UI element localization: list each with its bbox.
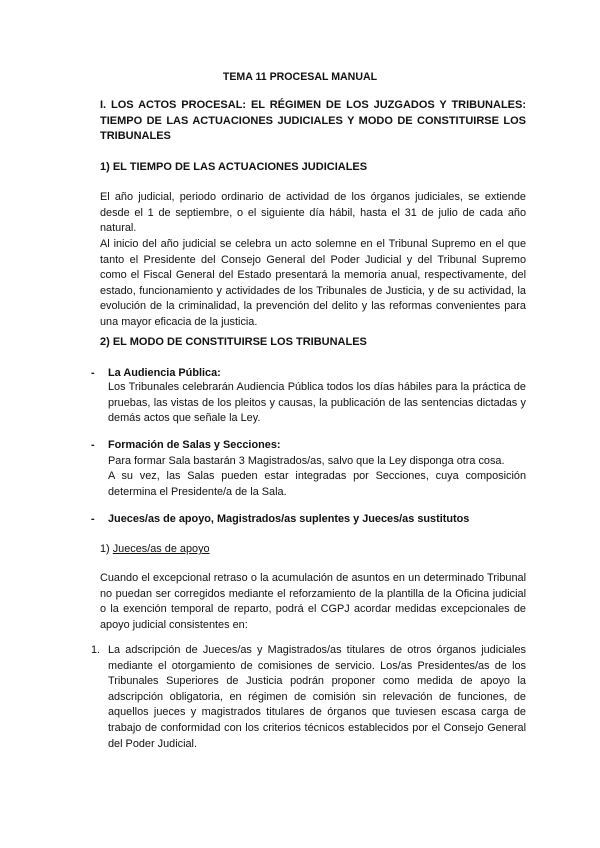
numbered-marker: 1. [91,644,101,656]
subsection-number: 1) [100,543,110,555]
subsection-heading [100,542,210,558]
bullet-title: La Audiencia Pública: [108,367,221,379]
bullet-marker: - [91,513,95,525]
section1-paragraph-1: El año judicial, periodo ordinario de actividad de los órganos judiciales, se extiende desde el 1 de septiembre, o el siguiente día hábil, hasta el 31 de julio de cada año natural. [100,191,526,235]
bullet-title: Jueces/as de apoyo, Magistrados/as suplentes y Jueces/as sustitutos [108,513,470,525]
bullet-text: Para formar Sala bastarán 3 Magistrados/as, salvo que la Ley disponga otra cosa. [108,455,505,467]
bullet-title: Formación de Salas y Secciones: [108,439,281,451]
bullet-text: A su vez, las Salas pueden estar integradas por Secciones, cuya composición determina el Presidente/a de la Sala. [108,470,526,498]
subsection-title: Jueces/as de apoyo [112,543,210,555]
bullet-text: Los Tribunales celebrarán Audiencia Pública todos los días hábiles para la práctica de pruebas, las vistas de los pleitos y causas, la publicación de las sentencias dictadas y demás actos que señale la Ley. [108,381,526,425]
section1-heading: 1) EL TIEMPO DE LAS ACTUACIONES JUDICIALES [100,161,368,173]
main-heading: I. LOS ACTOS PROCESAL: EL RÉGIMEN DE LOS JUZGADOS Y TRIBUNALES: TIEMPO DE LAS ACTUACIONES JUDICIALES Y MODO DE CONSTITUIRSE LOS TRIBUNALES [100,99,526,143]
section2-heading: 2) EL MODO DE CONSTITUIRSE LOS TRIBUNALES [100,336,367,348]
numbered-text: La adscripción de Jueces/as y Magistrados/as titulares de otros órganos judiciales mediante el otorgamiento de comisiones de servicio. Los/as Presidentes/as de los Tribunales Superiores de Justicia podrán proponer como medida de apoyo la adscripción obligatoria, en régimen de comisión sin relevación de funciones, de aquellos jueces y magistrados titulares de órganos que tuviesen escasa carga de trabajo de conformidad con los criterios técnicos establecidos por el Consejo General del Poder Judicial. [108,644,526,750]
document-title: TEMA 11 PROCESAL MANUAL [222,71,378,83]
subsection-paragraph: Cuando el excepcional retraso o la acumulación de asuntos en un determinado Tribunal no puedan ser corregidos mediante el reforzamiento de la plantilla de la Oficina judicial o la exención temporal de reparto, podrá el CGPJ acordar medidas excepcionales de apoyo judicial consistentes en: [100,572,526,631]
section1-paragraph-2: Al inicio del año judicial se celebra un acto solemne en el Tribunal Supremo en el que tanto el Presidente del Consejo General del Poder Judicial y del Tribunal Supremo como el Fiscal General del Estado presentará la memoria anual, respectivamente, del estado, funcionamiento y actividades de los Tribunales de Justicia, y de su actividad, la evolución de la criminalidad, la prevención del delito y las reformas convenientes para una mayor eficacia de la justicia. [100,238,526,328]
bullet-marker: - [91,439,95,451]
bullet-marker: - [91,367,95,379]
